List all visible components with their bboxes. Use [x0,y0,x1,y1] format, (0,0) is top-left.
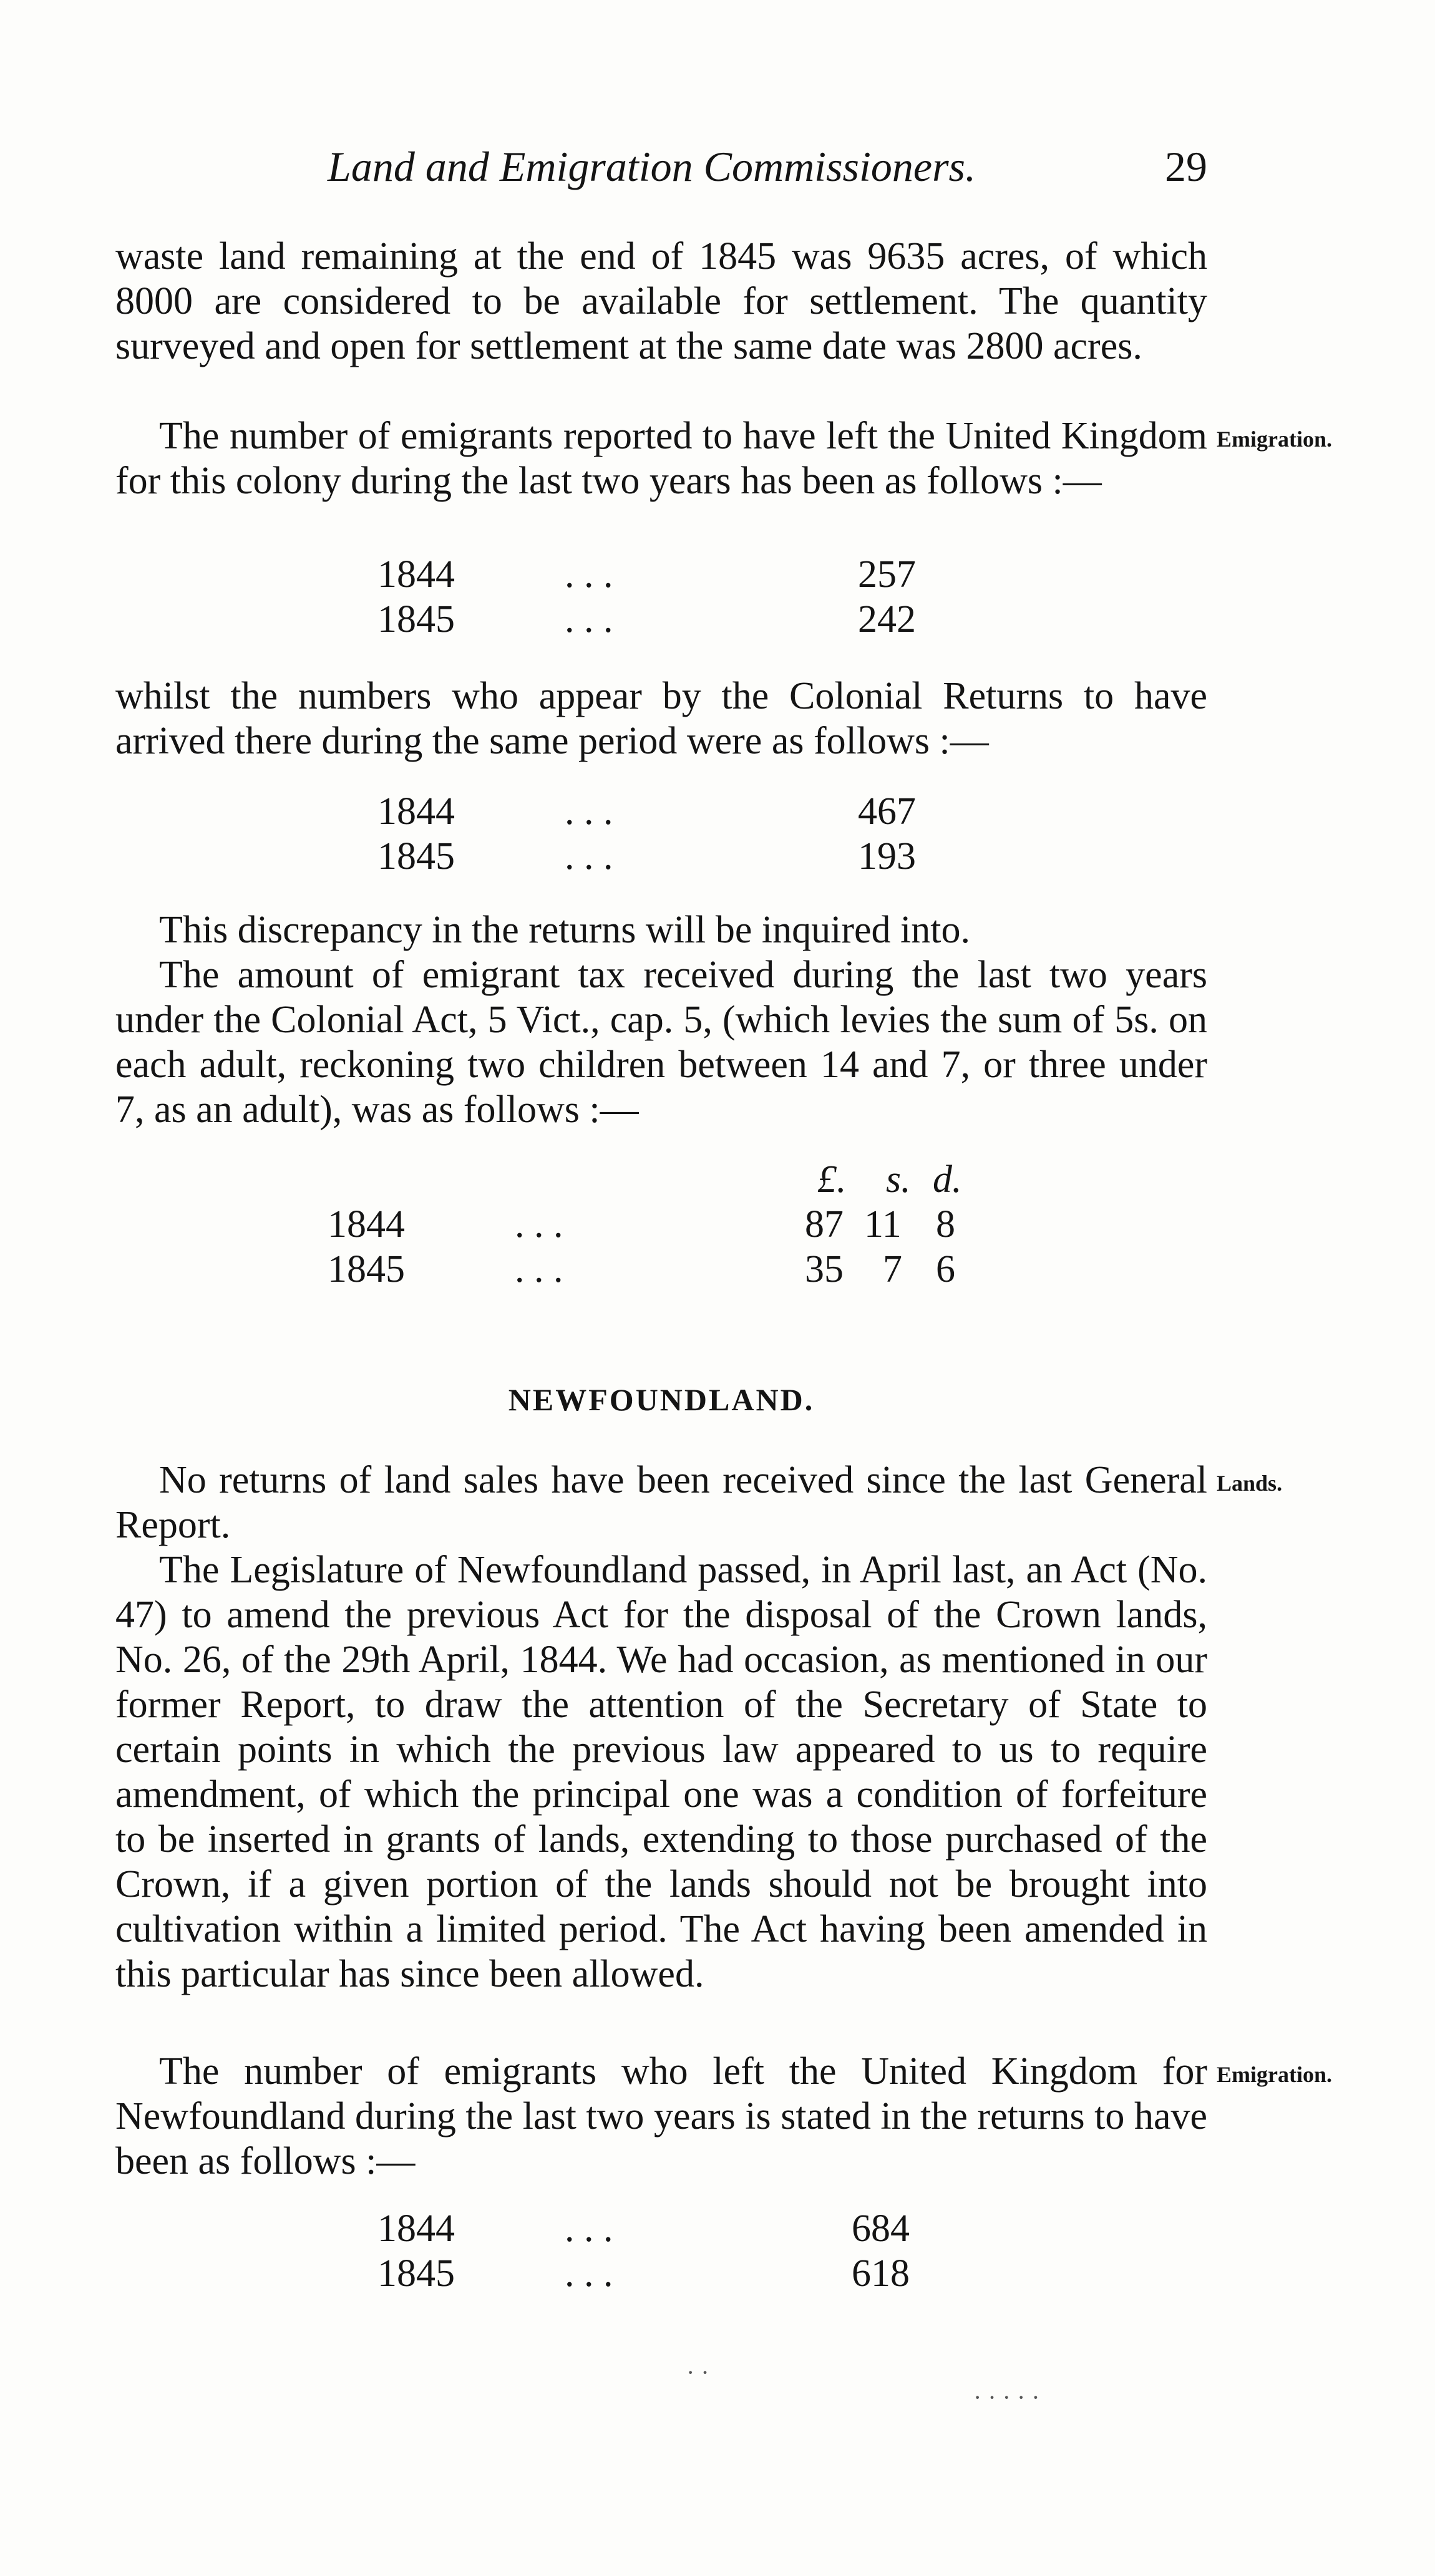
page-header [115,142,1207,198]
section-heading-newfoundland: NEWFOUNDLAND. [508,1382,815,1417]
table-row: 1844 . . . 257 [377,553,916,596]
table-emigrant-tax [115,1157,1207,1292]
table-emigrants-arrived [115,789,1207,879]
table-row: 1845 . . . 242 [377,598,916,641]
margin-note-emigration-newfoundland: Emigration. [1217,2062,1332,2087]
table-header-row: £. s. d. [817,1158,962,1201]
table-row: 1844 . . . 684 [377,2207,910,2250]
table-row: 1844 . . . 87 11 8 [328,1203,955,1246]
paragraph-legislature: The Legislature of Newfoundland passed, in April last, an Act (No. 47) to amend the previous Act for the disposal of the Crown lands, No. 26, of the 29th April, 1844. We had occasion, as mentioned in our former Report, to draw the attention of the Secretary of State to certain points in which the previous law appeared to us to require amendment, of which the principal one was a condition of forfeiture to be inserted in grants of lands, extending to those purchased of the Crown, if a given portion of the lands should not be brought into cultivation within a limited period. The Act having been amended in this particular has since been allowed. [115,1549,1207,1995]
paragraph-waste-land: waste land remaining at the end of 1845 was 9635 acres, of which 8000 are considered to be available for settlement. The quantity surveyed and open for settlement at the same date was 2800 acres. [115,235,1207,367]
page-number: 29 [1165,143,1207,190]
paragraph-no-returns: No returns of land sales have been received since the last General Report. [115,1459,1207,1546]
paragraph-newfoundland-emigrants: The number of emigrants who left the United Kingdom for Newfoundland during the last two years is stated in the returns to have been as follows :— [115,2050,1207,2182]
table-emigrants-left [115,552,1207,642]
table-row: 1845 . . . 618 [377,2252,910,2295]
paragraph-emigrants-reported: The number of emigrants reported to have left the United Kingdom for this colony during the last two years has been as follows :— [115,415,1207,502]
paragraph-discrepancy: This discrepancy in the returns will be inquired into. [159,909,970,951]
table-row: 1845 . . . 35 7 6 [328,1248,955,1290]
paragraph-emigrant-tax: The amount of emigrant tax received during the last two years under the Colonial Act, 5 Vict., cap. 5, (which levies the sum of 5s. on each adult, reckoning two children between 14 and 7, or three under 7, as an adult), was as follows :— [115,954,1207,1131]
paragraph-colonial-returns: whilst the numbers who appear by the Colonial Returns to have arrived there during the same period were as follows :— [115,675,1207,762]
table-row: 1845 . . . 193 [377,835,916,878]
running-head: Land and Emigration Commissioners. [328,143,976,190]
scan-specks: · · · · · [973,2383,1040,2411]
margin-note-lands: Lands. [1217,1471,1283,1496]
table-row: 1844 . . . 467 [377,790,916,833]
scan-specks: · · [686,2358,709,2386]
margin-note-emigration: Emigration. [1217,427,1332,452]
table-newfoundland-emigrants [115,2206,1207,2296]
